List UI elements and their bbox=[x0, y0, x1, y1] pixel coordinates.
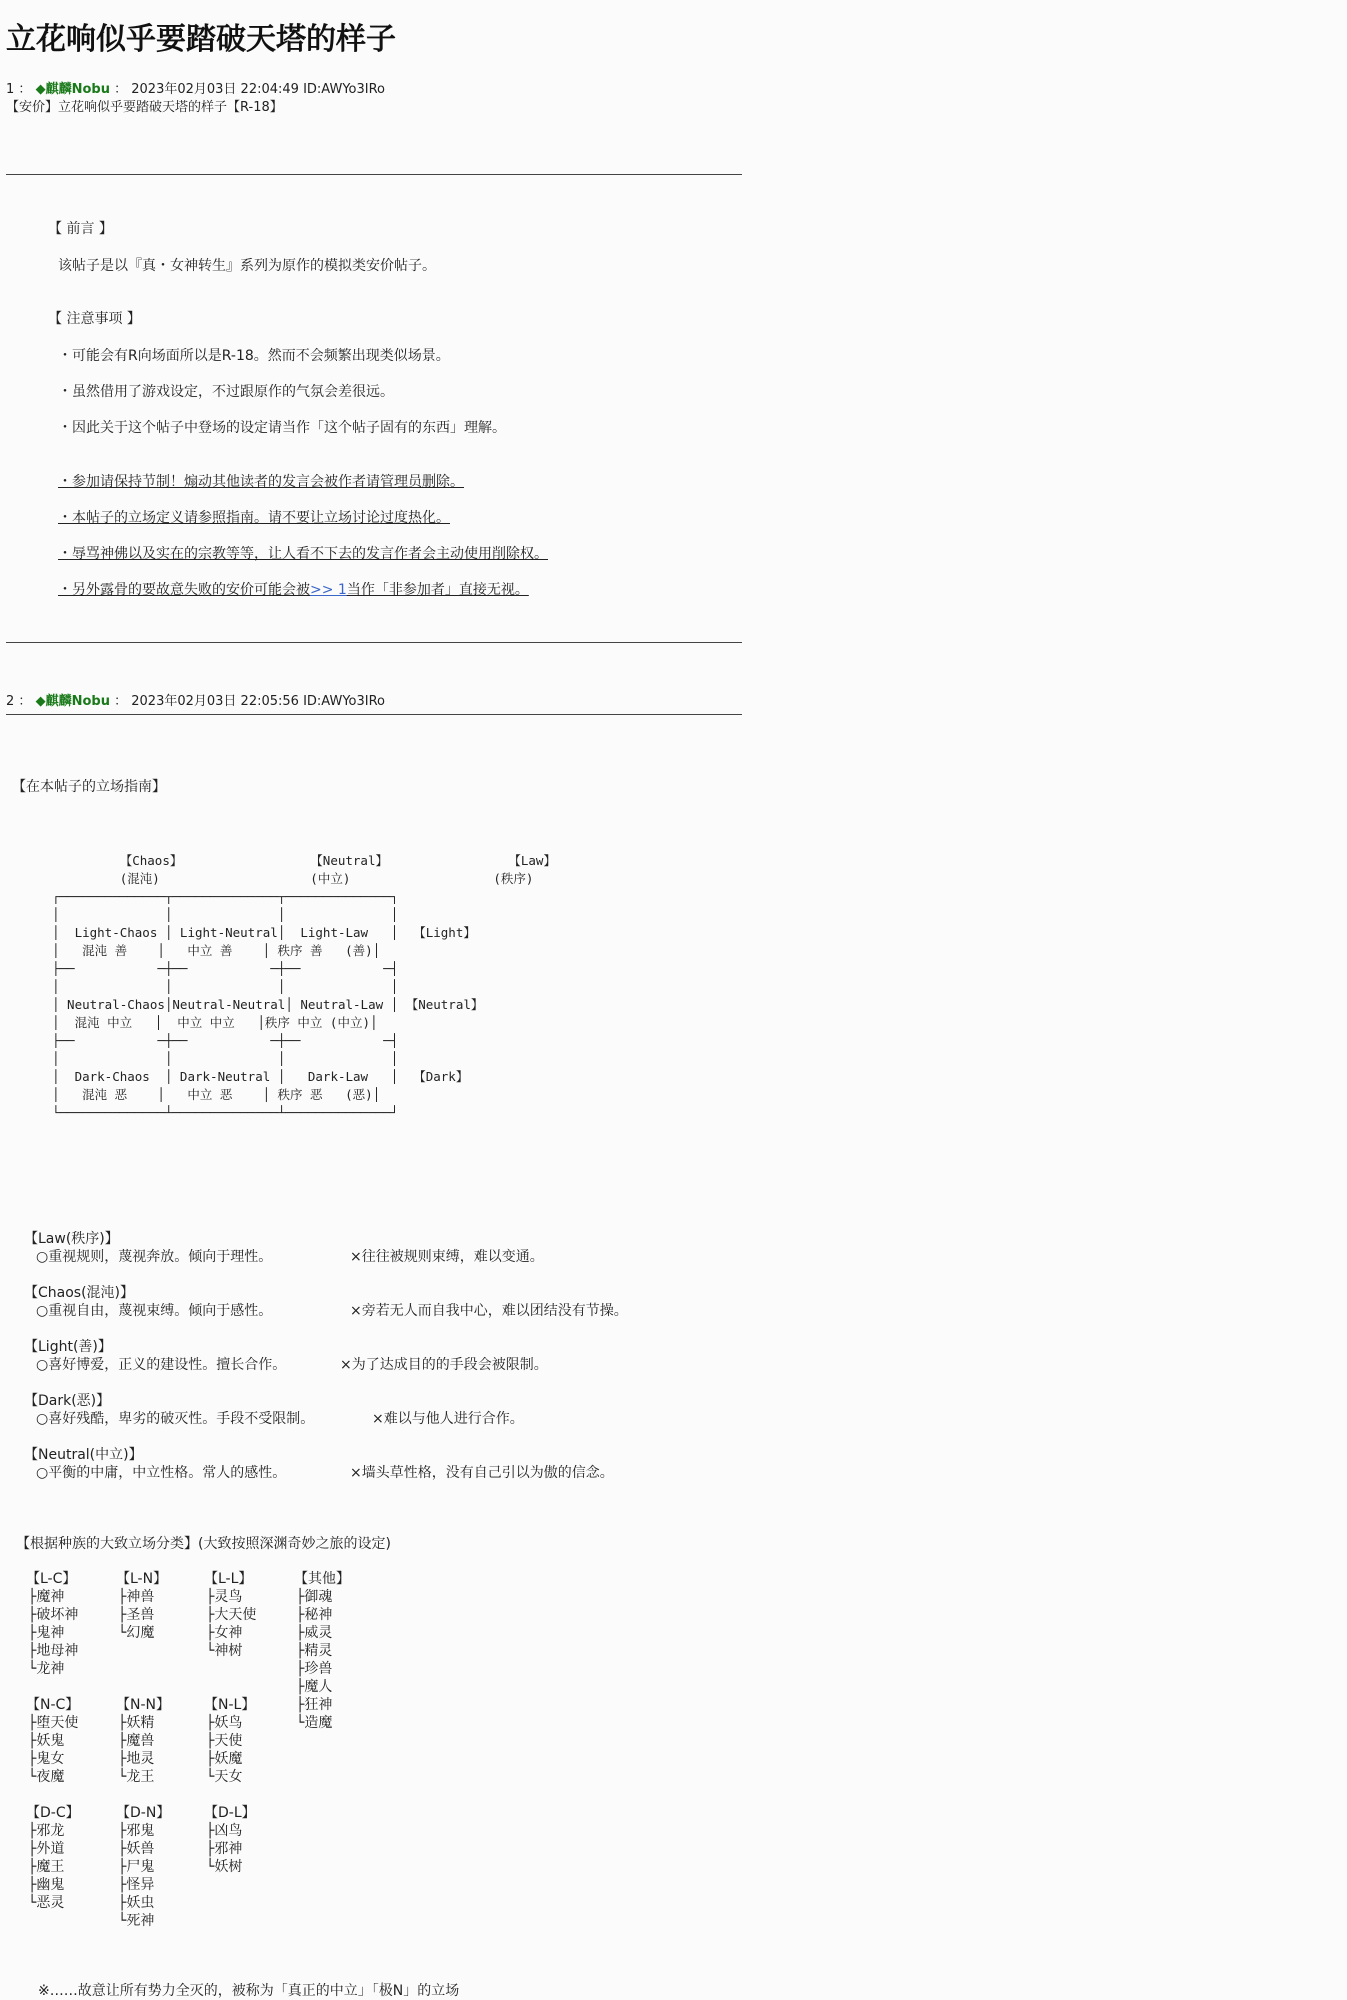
race-item: ├尸鬼 bbox=[118, 1859, 155, 1875]
chart-line: │ │ │ │ bbox=[52, 907, 399, 922]
alignment-good-trait: ○平衡的中庸，中立性格。常人的感性。 bbox=[36, 1465, 287, 1481]
race-group-heading: 【N-L】 bbox=[204, 1697, 256, 1713]
divider bbox=[6, 642, 742, 643]
guide-heading: 【在本帖子的立场指南】 bbox=[12, 779, 166, 795]
rule-item bbox=[58, 581, 529, 599]
divider bbox=[6, 174, 742, 175]
race-item: ├地母神 bbox=[28, 1643, 79, 1659]
race-group bbox=[116, 1570, 167, 1642]
alignment-bad-trait: ×旁若无人而自我中心，难以团结没有节操。 bbox=[350, 1303, 628, 1319]
post-2-header bbox=[6, 690, 385, 709]
chart-line: ├── ─┼── ─┼── ─┤ bbox=[52, 1033, 399, 1048]
race-item: ├破坏神 bbox=[28, 1607, 79, 1623]
rule-text: 当作「非参加者」直接无视。 bbox=[346, 582, 529, 598]
alignment-good-trait: ○喜好残酷，卑劣的破灭性。手段不受限制。 bbox=[36, 1411, 315, 1427]
race-item: └幻魔 bbox=[118, 1625, 155, 1641]
alignment-good-trait: ○重视自由，蔑视束缚。倾向于感性。 bbox=[36, 1303, 273, 1319]
race-item: ├神兽 bbox=[118, 1589, 155, 1605]
rule-text: ・另外露骨的要故意失败的安价可能会被 bbox=[58, 582, 310, 598]
race-item: └天女 bbox=[206, 1769, 243, 1785]
race-item: ├怪异 bbox=[118, 1877, 155, 1893]
preface-text: 该帖子是以『真・女神转生』系列为原作的模拟类安价帖子。 bbox=[58, 258, 436, 274]
chart-line: │ 混沌 中立 │ 中立 中立 │秩序 中立 (中立)│ bbox=[52, 1015, 378, 1030]
race-item: ├秘神 bbox=[296, 1607, 333, 1623]
race-item: ├幽鬼 bbox=[28, 1877, 65, 1893]
alignment-bad-trait: ×往往被规则束缚，难以变通。 bbox=[350, 1249, 544, 1265]
chart-line: ┌──────────────┬──────────────┬──────────────┐ bbox=[52, 889, 399, 904]
race-item: ├魔神 bbox=[28, 1589, 65, 1605]
preface-heading: 【 前言 】 bbox=[48, 221, 113, 237]
race-group bbox=[26, 1696, 79, 1786]
post-datetime: 2023年02月03日 22:04:49 ID:AWYo3IRo bbox=[131, 82, 386, 97]
post-number: 2 bbox=[6, 694, 15, 709]
race-item: ├妖虫 bbox=[118, 1895, 155, 1911]
chart-line: │ 混沌 恶 │ 中立 恶 │ 秩序 恶 (恶)│ bbox=[52, 1087, 381, 1102]
race-group bbox=[116, 1804, 170, 1930]
note-item: ・因此关于这个帖子中登场的设定请当作「这个帖子固有的东西」理解。 bbox=[58, 420, 506, 436]
race-item: ├珍兽 bbox=[296, 1661, 333, 1677]
race-item: └神树 bbox=[206, 1643, 243, 1659]
poster-name[interactable]: ◆麒麟Nobu bbox=[35, 82, 110, 97]
race-group bbox=[26, 1804, 80, 1912]
chart-line: ├── ─┼── ─┼── ─┤ bbox=[52, 961, 399, 976]
race-item: ├妖精 bbox=[118, 1715, 155, 1731]
race-item: ├妖魔 bbox=[206, 1751, 243, 1767]
race-item: └龙王 bbox=[118, 1769, 155, 1785]
post-1-header bbox=[6, 78, 385, 97]
chart-line: │ │ │ │ bbox=[52, 1051, 399, 1066]
race-item: ├御魂 bbox=[296, 1589, 333, 1605]
race-item: ├狂神 bbox=[296, 1697, 333, 1713]
chart-line: (混沌) (中立) (秩序) bbox=[52, 871, 534, 886]
alignment-chart bbox=[52, 852, 556, 1122]
alignment-good-trait: ○喜好博爱，正义的建设性。擅长合作。 bbox=[36, 1357, 287, 1373]
race-item: └造魔 bbox=[296, 1715, 333, 1731]
race-item: ├邪龙 bbox=[28, 1823, 65, 1839]
rule-item: ・本帖子的立场定义请参照指南。请不要让立场讨论过度热化。 bbox=[58, 510, 450, 526]
separator: ： bbox=[18, 694, 32, 709]
notes-heading: 【 注意事项 】 bbox=[48, 311, 141, 327]
race-group bbox=[204, 1696, 255, 1786]
alignment-bad-trait: ×墙头草性格，没有自己引以为傲的信念。 bbox=[350, 1465, 614, 1481]
alignment-bad-trait: ×为了达成目的的手段会被限制。 bbox=[340, 1357, 548, 1373]
race-group bbox=[26, 1570, 78, 1678]
race-item: ├灵鸟 bbox=[206, 1589, 243, 1605]
alignment-heading: 【Neutral(中立)】 bbox=[24, 1447, 143, 1463]
race-item: ├凶鸟 bbox=[206, 1823, 243, 1839]
chart-line: 【Chaos】 【Neutral】 【Law】 bbox=[52, 853, 556, 868]
race-item: ├威灵 bbox=[296, 1625, 333, 1641]
separator: ： bbox=[114, 82, 128, 97]
race-item: └夜魔 bbox=[28, 1769, 65, 1785]
race-group-heading: 【N-N】 bbox=[116, 1697, 170, 1713]
race-item: ├女神 bbox=[206, 1625, 243, 1641]
note-item: ・虽然借用了游戏设定，不过跟原作的气氛会差很远。 bbox=[58, 384, 394, 400]
race-group-heading: 【D-L】 bbox=[204, 1805, 256, 1821]
chart-line: │ │ │ │ bbox=[52, 979, 399, 994]
race-item: └龙神 bbox=[28, 1661, 65, 1677]
alignment-heading: 【Light(善)】 bbox=[24, 1339, 112, 1355]
chart-line: │ Dark-Chaos │ Dark-Neutral │ Dark-Law │ 【Dark】 bbox=[52, 1069, 469, 1084]
race-item: └妖树 bbox=[206, 1859, 243, 1875]
race-group bbox=[204, 1570, 256, 1660]
race-item: ├魔人 bbox=[296, 1679, 333, 1695]
race-item: ├鬼女 bbox=[28, 1751, 65, 1767]
separator: ： bbox=[18, 82, 32, 97]
race-group-heading: 【L-N】 bbox=[116, 1571, 168, 1587]
race-item: ├邪神 bbox=[206, 1841, 243, 1857]
race-item: ├地灵 bbox=[118, 1751, 155, 1767]
race-group-heading: 【L-L】 bbox=[204, 1571, 253, 1587]
race-group bbox=[204, 1804, 256, 1876]
race-item: ├外道 bbox=[28, 1841, 65, 1857]
poster-name[interactable]: ◆麒麟Nobu bbox=[35, 694, 110, 709]
race-group-heading: 【其他】 bbox=[294, 1571, 350, 1587]
chart-line: │ 混沌 善 │ 中立 善 │ 秩序 善 (善)│ bbox=[52, 943, 381, 958]
chart-line: │ Neutral-Chaos│Neutral-Neutral│ Neutral-Law │ 【Neutral】 bbox=[52, 997, 484, 1012]
alignment-heading: 【Law(秩序)】 bbox=[24, 1231, 119, 1247]
race-group-heading: 【D-N】 bbox=[116, 1805, 171, 1821]
alignment-bad-trait: ×难以与他人进行合作。 bbox=[372, 1411, 524, 1427]
race-item: ├圣兽 bbox=[118, 1607, 155, 1623]
chart-line: └──────────────┴──────────────┴──────────────┘ bbox=[52, 1105, 399, 1120]
race-item: ├妖兽 bbox=[118, 1841, 155, 1857]
race-group-heading: 【L-C】 bbox=[26, 1571, 77, 1587]
alignment-heading: 【Dark(恶)】 bbox=[24, 1393, 111, 1409]
race-item: ├魔兽 bbox=[118, 1733, 155, 1749]
footnote: ※……故意让所有势力全灭的，被称为「真正的中立」「极N」的立场 bbox=[38, 1983, 460, 1999]
alignment-heading: 【Chaos(混沌)】 bbox=[24, 1285, 135, 1301]
race-item: ├鬼神 bbox=[28, 1625, 65, 1641]
race-item: ├妖鬼 bbox=[28, 1733, 65, 1749]
race-heading: 【根据种族的大致立场分类】(大致按照深渊奇妙之旅的设定) bbox=[16, 1536, 391, 1552]
post-anchor-link[interactable]: >> 1 bbox=[310, 582, 347, 598]
alignment-good-trait: ○重视规则，蔑视奔放。倾向于理性。 bbox=[36, 1249, 273, 1265]
post-1-subject: 【安价】立花响似乎要踏破天塔的样子【R-18】 bbox=[6, 100, 283, 115]
rule-item: ・辱骂神佛以及实在的宗教等等，让人看不下去的发言作者会主动使用削除权。 bbox=[58, 546, 548, 562]
note-item: ・可能会有R向场面所以是R-18。然而不会频繁出现类似场景。 bbox=[58, 348, 450, 364]
race-group-heading: 【D-C】 bbox=[26, 1805, 80, 1821]
page-title: 立花响似乎要踏破天塔的样子 bbox=[6, 22, 396, 57]
race-group bbox=[294, 1570, 350, 1732]
separator: ： bbox=[114, 694, 128, 709]
race-item: ├大天使 bbox=[206, 1607, 257, 1623]
race-item: ├精灵 bbox=[296, 1643, 333, 1659]
race-item: ├堕天使 bbox=[28, 1715, 79, 1731]
chart-line: │ Light-Chaos │ Light-Neutral│ Light-Law │ 【Light】 bbox=[52, 925, 476, 940]
race-item: ├天使 bbox=[206, 1733, 243, 1749]
post-datetime: 2023年02月03日 22:05:56 ID:AWYo3IRo bbox=[131, 694, 386, 709]
rule-item: ・参加请保持节制！煽动其他读者的发言会被作者请管理员删除。 bbox=[58, 474, 464, 490]
race-item: ├魔王 bbox=[28, 1859, 65, 1875]
race-group bbox=[116, 1696, 170, 1786]
divider bbox=[6, 714, 742, 715]
race-item: ├邪鬼 bbox=[118, 1823, 155, 1839]
race-item: ├妖鸟 bbox=[206, 1715, 243, 1731]
race-item: └恶灵 bbox=[28, 1895, 65, 1911]
race-group-heading: 【N-C】 bbox=[26, 1697, 80, 1713]
race-item: └死神 bbox=[118, 1913, 155, 1929]
post-number: 1 bbox=[6, 82, 15, 97]
